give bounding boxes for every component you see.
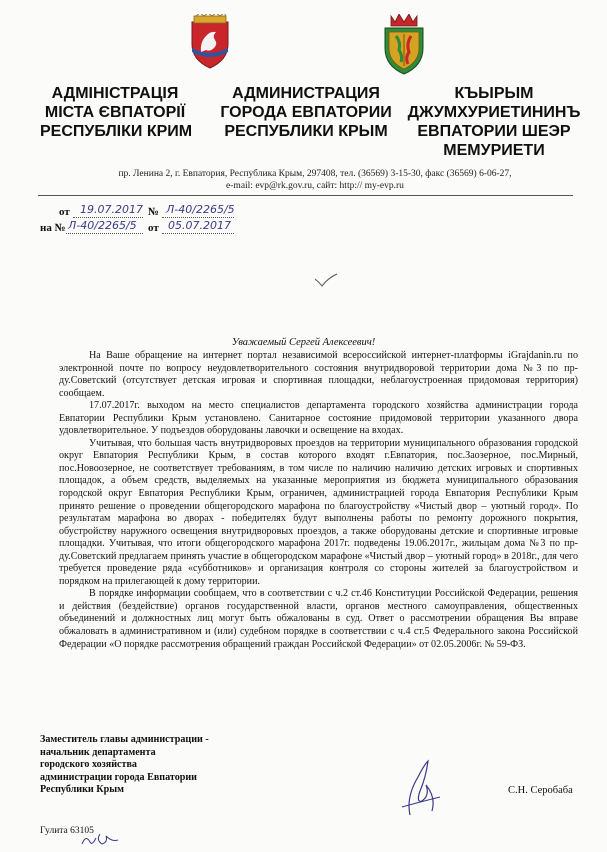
date-out-value: 19.07.2017 xyxy=(80,203,143,216)
paragraph: Учитывая, что большая часть внутридворовых проездов на территории муниципального образования городской округ Евпатория Республики Крым, в состав которого входят г.Евпатория, пос.Заозерное, пос.Мирный, пос.Новоозерное, не соответствует требованиям, в том числе по наличию наличию детских игровых и спортивных площадок, а объем средств, выделяемых на указанные мероприятия из бюджета муниципального образования городской округ Евпатория Республики Крым, ограничен, администрацией города Евпатория Республики Крым принято решение о проведении общегородского марафона по благоустройству «Чистый двор – уютный город». По результатам марафона во дворах - победителях будут выполнены работы по ремонту дорожного покрытия, обустройству наружного освещения внутридворовых проездов, а также оборудованы детские и спортивные игровые площадки. Учитывая, что итоги общегородского марафона 2017г. подведены 19.06.2017г., жильцам дома №3 по пр-ду.Советский предлагаем принять участие в общегородском марафоне «Чистый двор – уютный город» в 2018г., для чего требуется проведение ряда «субботников» и организация контроля со стороны жителей за благоустройством и порядком на прилегающей к дому территории. xyxy=(59,437,578,587)
paragraph: В порядке информации сообщаем, что в соответствии с ч.2 ст.46 Конституции Российской Федерации, решения и действия (бездействие) органов государственной власти, органов местного самоуправления, общественных объединений и должностных лиц могут быть обжалованы в суд. Ответ о рассмотрении обращения Вы вправе обжаловать в административном и (или) судебном порядке в соответствии с ч.4 ст.5 Федерального закона Российской Федерации «О порядке рассмотрения обращений граждан Российской Федерации» от 02.05.2006г. № 59-ФЗ. xyxy=(59,588,578,650)
executor-note: Гулита 63105 xyxy=(40,826,94,836)
date-in-label: от xyxy=(148,222,159,234)
number-in-line xyxy=(66,233,143,234)
handwritten-initials-icon xyxy=(78,830,122,848)
salutation: Уважаемый Сергей Алексеевич! xyxy=(231,337,376,348)
handwritten-signature-icon xyxy=(396,757,446,819)
header-divider xyxy=(38,195,573,196)
paragraph: 17.07.2017г. выходом на место специалистов департамента городского хозяйства администрации города Евпатории Республики Крым установлено. Санитарное состояние придомовой территории указанного двора удовлетворительное. У подъездов оборудованы лавочки и освещение на входах. xyxy=(59,400,578,437)
header-ukrainian: АДМІНІСТРАЦІЯ МІСТА ЄВПАТОРІЇ РЕСПУБЛІКИ КРИМ xyxy=(40,85,193,140)
number-out-line xyxy=(162,217,234,218)
paragraph: На Ваше обращение на интернет портал независимой всероссийской интернет-платформы iGrajdanin.ru по электронной почте по вопросу неудовлетворительного состояния внутридворовой территории дома №3 по пр-ду.Советский (отсутствует детская игровая и спортивная площадки, неблагоустроенная придомовая территория) сообщаем. xyxy=(59,350,578,399)
date-out-line xyxy=(73,217,143,218)
address-block: пр. Ленина 2, г. Евпатория, Республика Крым, 297408, тел. (36569) 3-15-30, факс (36569) 6-06-27, e-mail: evp@rk.gov.ru, сайт: http:// my-evp.ru xyxy=(118,169,512,191)
number-out-label: № xyxy=(148,206,160,218)
signer-name: С.Н. Серобаба xyxy=(508,785,573,796)
letter-body xyxy=(59,350,578,651)
check-mark-icon xyxy=(313,272,339,288)
evpatoria-coat-of-arms-icon xyxy=(381,14,427,76)
number-in-label: на № xyxy=(40,222,66,234)
header-crimean-tatar: КЪЫРЫМ ДЖУМХУРИЕТИНИНЪ ЕВПАТОРИИ ШЕЭР МЕМУРИЕТИ xyxy=(407,85,581,159)
date-in-value: 05.07.2017 xyxy=(168,219,231,232)
signer-position: Заместитель главы администрации - начальник департамента городского хозяйства администрации города Евпатории Республики Крым xyxy=(40,734,209,796)
number-out-value: Л-40/2265/5 xyxy=(166,203,235,216)
crimea-coat-of-arms-icon xyxy=(188,14,232,70)
header-russian: АДМИНИСТРАЦИЯ ГОРОДА ЕВПАТОРИИ РЕСПУБЛИКИ КРЫМ xyxy=(220,85,392,140)
date-in-line xyxy=(162,233,234,234)
number-in-value: Л-40/2265/5 xyxy=(68,219,137,232)
date-out-label: от xyxy=(59,206,70,218)
